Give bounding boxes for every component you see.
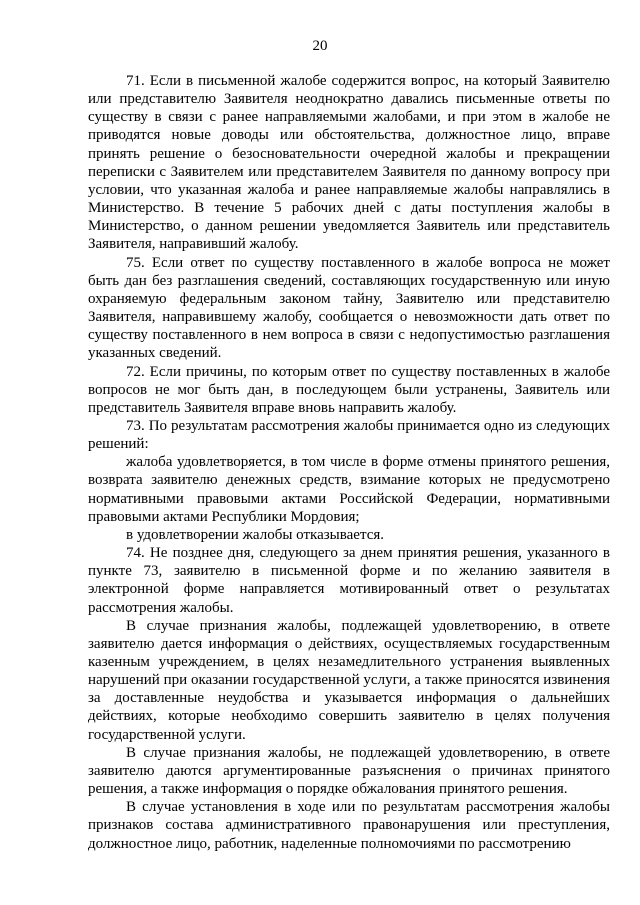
- paragraph-73: 73. По результатам рассмотрения жалобы принимается одно из следующих решений:: [88, 417, 610, 453]
- paragraph-satisfied-response: В случае признания жалобы, подлежащей удовлетворению, в ответе заявителю дается информация о действиях, осуществляемых государственным казенным учреждением, в целях незамедлительного устранения выявленных нарушений при оказании государственной услуги, а также приносятся извинения за доставленные неудобства и указывается информация о дальнейших действиях, которые необходимо совершить заявителю в целях получения государственной услуги.: [88, 617, 610, 743]
- decision-option-refused: в удовлетворении жалобы отказывается.: [126, 526, 384, 543]
- paragraph-75: 75. Если ответ по существу поставленного в жалобе вопроса не может быть дан без разглашения сведений, составляющих государственную или иную охраняемую федеральным законом тайну, Заявителю или представителю Заявителя, направившему жалобу, сообщается о невозможности дать ответ по существу поставленного в нем вопроса в связи с недопустимостью разглашения указанных сведений.: [88, 254, 610, 362]
- paragraph-violation-signs: В случае установления в ходе или по результатам рассмотрения жалобы признаков состава административного правонарушения или преступления, должностное лицо, работник, наделенные полномочиями по рассмотрению: [88, 799, 610, 852]
- paragraph-72: 72. Если причины, по которым ответ по существу поставленных в жалобе вопросов не мог быть дан, в последующем были устранены, Заявитель или представитель Заявителя вправе вновь направить жалобу.: [88, 363, 610, 416]
- decision-option-satisfied: жалоба удовлетворяется, в том числе в форме отмены принятого решения, возврата заявителю денежных средств, взимание которых не предусмотрено нормативными правовыми актами Российской Федерации, нормативными правовыми актами Республики Мордовия;: [88, 454, 610, 525]
- paragraph-71: 71. Если в письменной жалобе содержится вопрос, на который Заявителю или представителю Заявителя неоднократно давались письменные ответы по существу в связи с ранее направляемыми жалобами, и при этом в жалобе не приводятся новые доводы или обстоятельства, должностное лицо, вправе принять решение о безосновательности очередной жалобы и прекращении переписки с Заявителем или представителем Заявителя по данному вопросу при условии, что указанная жалоба и ранее направляемые жалобы направлялись в Министерство. В течение 5 рабочих дней с даты поступления жалобы в Министерство, о данном решении уведомляется Заявитель или представитель Заявителя, направивший жалобу.: [88, 73, 610, 253]
- document-body: [88, 72, 610, 853]
- paragraph-refused-response: В случае признания жалобы, не подлежащей удовлетворению, в ответе заявителю даются аргументированные разъяснения о причинах принятого решения, а также информация о порядке обжалования принятого решения.: [88, 744, 610, 798]
- page-number: 20: [312, 38, 328, 54]
- paragraph-74: 74. Не позднее дня, следующего за днем принятия решения, указанного в пункте 73, заявителю в письменной форме и по желанию заявителя в электронной форме направляется мотивированный ответ о результатах рассмотрения жалобы.: [88, 545, 610, 616]
